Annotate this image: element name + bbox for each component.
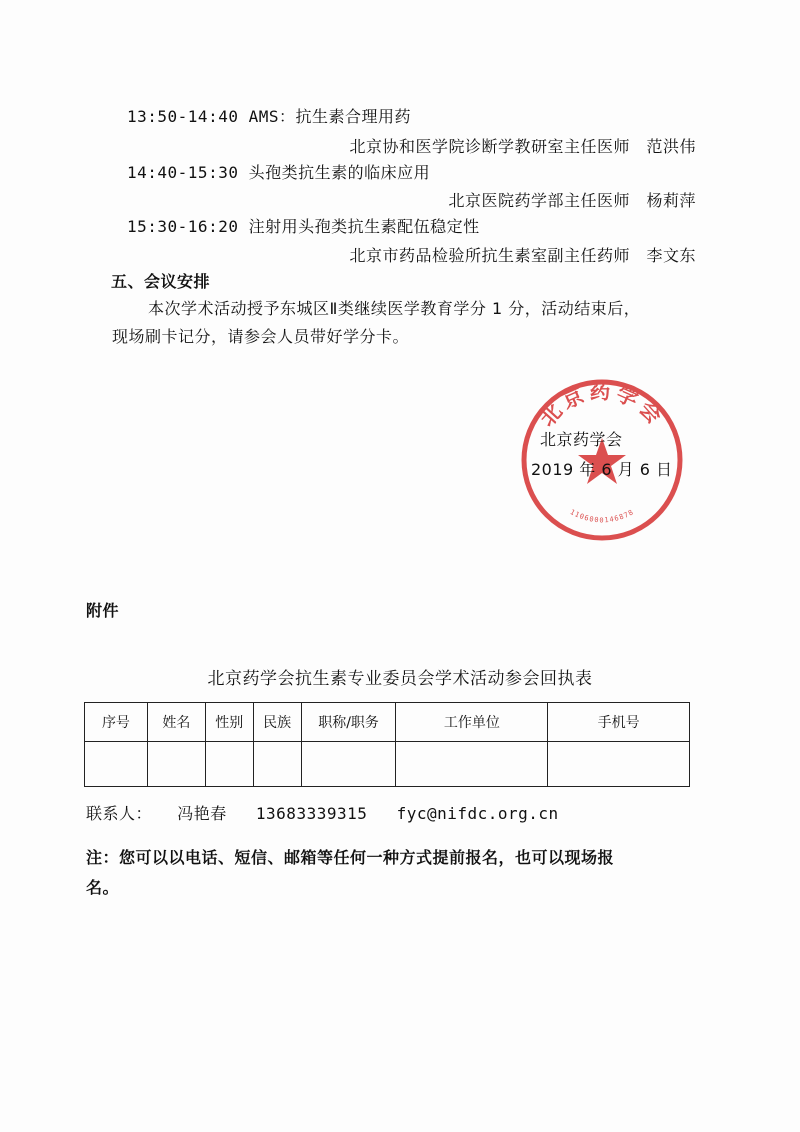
note-line-2: 名。 bbox=[86, 878, 120, 897]
column-header-title-position: 职称/职务 bbox=[301, 703, 396, 742]
table-cell-title-position bbox=[301, 742, 396, 787]
svg-text:1106000146878 bbox=[569, 508, 636, 524]
contact-line bbox=[86, 801, 559, 824]
table-cell-gender bbox=[205, 742, 253, 787]
table-cell-work-unit bbox=[396, 742, 548, 787]
column-header-work-unit: 工作单位 bbox=[396, 703, 548, 742]
signature-organization: 北京药学会 bbox=[540, 430, 623, 449]
column-header-mobile: 手机号 bbox=[548, 703, 690, 742]
schedule-item-3-time-topic: 15:30-16:20 注射用头孢类抗生素配伍稳定性 bbox=[127, 217, 480, 236]
schedule-item-2-speaker: 北京医院药学部主任医师 杨莉萍 bbox=[448, 191, 696, 210]
table-cell-ethnicity bbox=[253, 742, 301, 787]
seal-number-text: 1106000146878 bbox=[568, 508, 636, 525]
receipt-table bbox=[84, 702, 690, 787]
schedule-item-2-time-topic: 14:40-15:30 头孢类抗生素的临床应用 bbox=[127, 163, 431, 182]
table-header-row bbox=[85, 703, 690, 742]
table-cell-mobile bbox=[548, 742, 690, 787]
table-row bbox=[85, 742, 690, 787]
section-heading-meeting-arrangement: 五、会议安排 bbox=[111, 272, 211, 291]
column-header-gender: 性别 bbox=[205, 703, 253, 742]
attachment-label: 附件 bbox=[86, 601, 120, 620]
contact-email: fyc@nifdc.org.cn bbox=[396, 804, 559, 823]
column-header-serial: 序号 bbox=[85, 703, 148, 742]
note-line-1: 注：您可以以电话、短信、邮箱等任何一种方式提前报名，也可以现场报 bbox=[86, 848, 615, 867]
schedule-item-1-speaker: 北京协和医学院诊断学教研室主任医师 范洪伟 bbox=[349, 137, 696, 156]
seal-arc-text: 北京药学会 bbox=[535, 379, 669, 431]
table-cell-serial bbox=[85, 742, 148, 787]
contact-phone: 13683339315 bbox=[255, 804, 368, 823]
column-header-ethnicity: 民族 bbox=[253, 703, 301, 742]
arrangement-paragraph-line-1: 本次学术活动授予东城区Ⅱ类继续医学教育学分 1 分，活动结束后， bbox=[148, 299, 641, 318]
contact-name: 冯艳春 bbox=[177, 804, 227, 823]
schedule-item-3-speaker: 北京市药品检验所抗生素室副主任药师 李文东 bbox=[349, 246, 696, 265]
contact-label: 联系人： bbox=[86, 804, 153, 823]
column-header-name: 姓名 bbox=[147, 703, 205, 742]
table-cell-name bbox=[147, 742, 205, 787]
schedule-item-1-time-topic: 13:50-14:40 AMS：抗生素合理用药 bbox=[127, 107, 411, 126]
arrangement-paragraph-line-2: 现场刷卡记分，请参会人员带好学分卡。 bbox=[112, 327, 410, 346]
signature-date: 2019 年 6 月 6 日 bbox=[531, 460, 673, 479]
receipt-table-title: 北京药学会抗生素专业委员会学术活动参会回执表 bbox=[207, 669, 593, 689]
svg-text:北京药学会 bbox=[535, 380, 669, 431]
